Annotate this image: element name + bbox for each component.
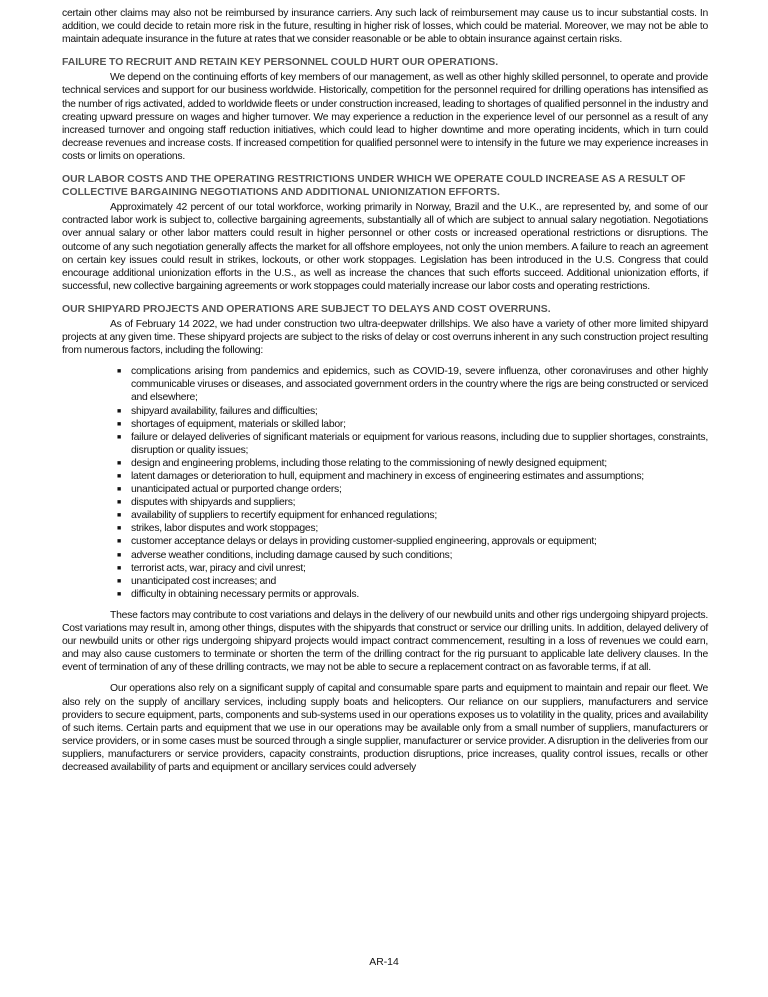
- list-item-text: latent damages or deterioration to hull, equipment and machinery in excess of engineering estimates and assumptions;: [131, 471, 644, 482]
- heading-key-personnel: FAILURE TO RECRUIT AND RETAIN KEY PERSONNEL COULD HURT OUR OPERATIONS.: [62, 57, 499, 69]
- paragraph-supply-reliance: Our operations also rely on a significant supply of capital and consumable spare parts and equipment to maintain and repair our fleet. We also rely on the supply of ancillary services, including supply boats and helicopters. Our reliance on our suppliers, manufacturers and service providers to secure equipment, parts, components and sub-systems used in our operations exposes us to volatility in the quality, prices and availability of such items. Certain parts and equipment that we use in our operations may be available only from a small number of suppliers, manufacturers or service providers, or in some cases must be sourced through a single supplier, manufacturer or service provider. A disruption in the deliveries from our suppliers, manufacturers or service providers, capacity constraints, production disruptions, price increases, quality control issues, recalls or other decreased availability of parts and equipment or ancillary services could adversely: [62, 683, 708, 773]
- list-item: [117, 405, 708, 418]
- bullet-square-icon: ■: [117, 564, 121, 572]
- bullet-square-icon: ■: [117, 551, 121, 559]
- list-item: [117, 549, 708, 562]
- list-item: [117, 483, 708, 496]
- bullet-square-icon: ■: [117, 368, 121, 376]
- list-item-text: difficulty in obtaining necessary permits or approvals.: [131, 588, 359, 600]
- bullet-square-icon: ■: [117, 420, 121, 428]
- list-item-text: complications arising from pandemics and epidemics, such as COVID-19, severe influenza, other coronaviruses and other highly communicable viruses or diseases, and associated government orders in the country where the rigs are being constructed or serviced and elsewhere;: [131, 366, 708, 404]
- bullet-square-icon: ■: [117, 486, 121, 494]
- list-item: [117, 457, 708, 470]
- list-item: [117, 496, 708, 509]
- heading-labor-costs: OUR LABOR COSTS AND THE OPERATING RESTRICTIONS UNDER WHICH WE OPERATE COULD INCREASE AS A RESULT OF COLLECTIVE BARGAINING NEGOTIATIONS AND ADDITIONAL UNIONIZATION EFFORTS.: [62, 174, 686, 199]
- list-item: [117, 575, 708, 588]
- paragraph-key-personnel: We depend on the continuing efforts of key members of our management, as well as other highly skilled personnel, to operate and provide technical services and support for our business worldwide. Historically, competition for the personnel required for drilling operations has intensified as the number of rigs activated, added to worldwide fleets or under construction increased, leading to shortages of qualified personnel in the industry and creating upward pressure on wages and higher turnover. We may experience a reduction in the experience level of our personnel as a result of any increased turnover and ongoing staff reduction initiatives, which could lead to higher downtime and more operating incidents, which in turn could decrease revenues and increase costs. If increased competition for qualified personnel were to intensify in the future we may experience increases in costs or limits on operations.: [62, 72, 708, 162]
- list-item: [117, 509, 708, 522]
- bullet-square-icon: ■: [117, 433, 121, 441]
- list-item-text: shipyard availability, failures and difficulties;: [131, 405, 318, 417]
- list-item-text: terrorist acts, war, piracy and civil unrest;: [131, 562, 306, 574]
- list-item-text: design and engineering problems, including those relating to the commissioning of newly designed equipment;: [131, 457, 607, 469]
- list-item-text: customer acceptance delays or delays in providing customer-supplied engineering, approvals or equipment;: [131, 536, 597, 548]
- list-item-text: failure or delayed deliveries of significant materials or equipment for various reasons, including due to supplier shortages, constraints, disruption or quality issues;: [131, 431, 708, 456]
- paragraph-labor-costs: Approximately 42 percent of our total workforce, working primarily in Norway, Brazil and the U.K., are represented by, and some of our contracted labor work is subject to, collective bargaining agreements, substantially all of which are subject to annual salary negotiation. Negotiations over annual salary or other labor matters could result in higher personnel or other costs or increased operational restrictions or disruptions. The outcome of any such negotiation generally affects the market for all offshore employees, not only the union members. A failure to reach an agreement on certain key issues could result in strikes, lockouts, or other work stoppages. Legislation has been introduced in the U.S. Congress that could encourage additional unionization efforts in the U.S., as well as increase the chances that such efforts succeed. Additional unionization efforts, if successful, new collective bargaining agreements or work stoppages could materially increase our labor costs and operating restrictions.: [62, 202, 708, 292]
- bullet-square-icon: ■: [117, 473, 121, 480]
- list-item-text: disputes with shipyards and suppliers;: [131, 497, 296, 509]
- list-item-text: strikes, labor disputes and work stoppages;: [131, 523, 319, 535]
- list-item: [117, 535, 708, 548]
- bullet-square-icon: ■: [117, 512, 121, 520]
- bullet-square-icon: ■: [117, 538, 121, 546]
- list-item: [117, 431, 708, 457]
- heading-shipyard-projects: OUR SHIPYARD PROJECTS AND OPERATIONS ARE SUBJECT TO DELAYS AND COST OVERRUNS.: [62, 303, 551, 315]
- list-item: [117, 418, 708, 431]
- bullet-square-icon: ■: [117, 590, 121, 598]
- list-item-text: unanticipated actual or purported change orders;: [131, 484, 342, 496]
- list-item: [117, 365, 708, 404]
- bullet-square-icon: ■: [117, 499, 121, 507]
- bullet-square-icon: ■: [117, 525, 121, 533]
- bullet-square-icon: ■: [117, 459, 121, 467]
- list-item: [117, 562, 708, 575]
- risk-factor-list: [62, 365, 708, 601]
- list-item-text: availability of suppliers to recertify equipment for enhanced regulations;: [131, 510, 438, 522]
- paragraph-shipyard-projects: As of February 14 2022, we had under construction two ultra-deepwater drillships. We also have a variety of other more limited shipyard projects at any given time. These shipyard projects are subject to the risks of delay or cost overruns inherent in any such construction project resulting from numerous factors, including the following:: [62, 318, 708, 357]
- list-item-text: shortages of equipment, materials or skilled labor;: [131, 418, 346, 430]
- list-item: [117, 588, 708, 601]
- paragraph-cost-variations: These factors may contribute to cost variations and delays in the delivery of our newbuild units and other rigs undergoing shipyard projects. Cost variations may result in, among other things, disputes with the shipyards that construct or service our drilling units. In addition, delayed delivery of our newbuild units or other rigs undergoing shipyard projects would impact contract commencement, resulting in a loss of revenues we could earn, and may also cause customers to terminate or shorten the term of the drilling contract for the rig pursuant to applicable late delivery clauses. In the event of termination of any of these drilling contracts, we may not be able to secure a replacement contract on as favorable terms, if at all.: [62, 609, 708, 674]
- list-item: [117, 470, 708, 483]
- page-number: AR-14: [369, 957, 399, 968]
- paragraph-insurance: certain other claims may also not be reimbursed by insurance carriers. Any such lack of reimbursement may cause us to incur substantial costs. In addition, we could decide to retain more risk in the future, resulting in higher risk of losses, which could be material. Moreover, we may not be able to maintain adequate insurance in the future at rates that we consider reasonable or be able to obtain insurance against certain risks.: [62, 8, 708, 46]
- list-item-text: adverse weather conditions, including damage caused by such conditions;: [131, 549, 453, 561]
- bullet-square-icon: ■: [117, 577, 121, 585]
- list-item-text: unanticipated cost increases; and: [131, 575, 277, 587]
- list-item: [117, 522, 708, 535]
- bullet-square-icon: ■: [117, 407, 121, 415]
- document-page: [62, 7, 708, 782]
